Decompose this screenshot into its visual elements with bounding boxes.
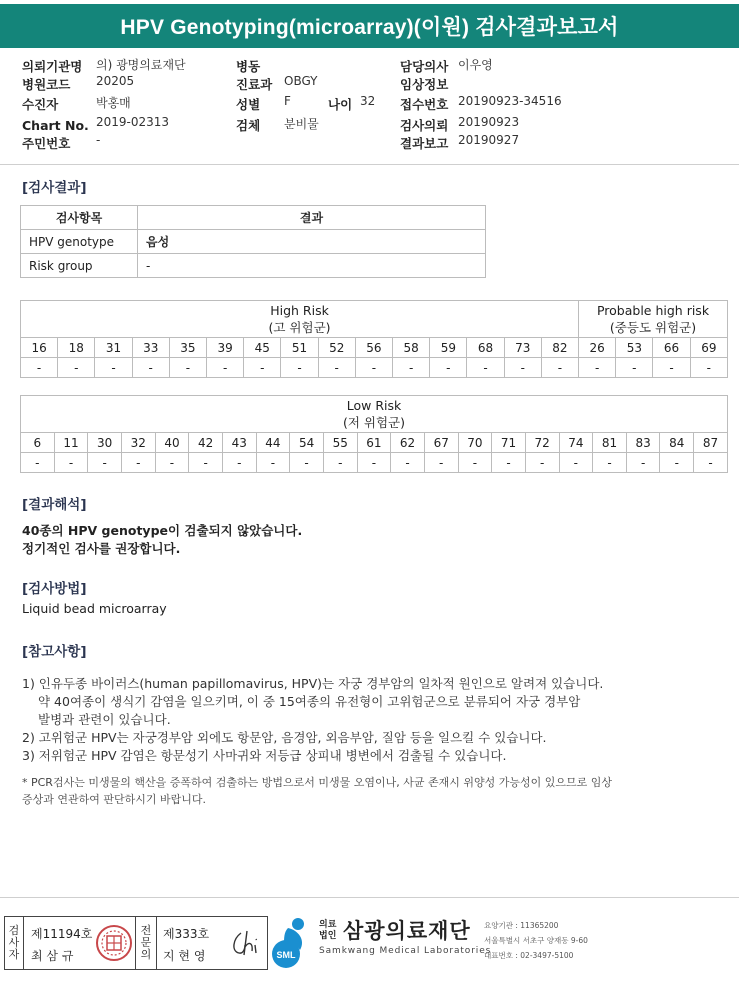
label-char: 전 [140, 924, 152, 937]
high-risk-subtitle: (고 위험군) [268, 320, 331, 335]
genotype-result: - [525, 453, 559, 473]
genotype-result: - [155, 453, 189, 473]
note-line-1: * PCR검사는 미생물의 핵산을 증폭하여 검출하는 방법으로서 미생물 오염이나, 사균 존재시 위양성 가능성이 있으므로 임상 [22, 776, 612, 789]
genotype-number: 82 [541, 338, 578, 358]
genotype-result: - [504, 358, 541, 378]
genotype-result: - [424, 453, 458, 473]
high-risk-title: High Risk [270, 303, 329, 318]
genotype-result: - [222, 453, 256, 473]
interpretation-line-2: 정기적인 검사를 권장합니다. [22, 541, 181, 556]
probable-risk-subtitle: (중등도 위험군) [609, 320, 697, 335]
label-char: 검 [8, 924, 20, 937]
low-risk-subtitle: (저 위험군) [342, 415, 406, 430]
genotype-result: - [189, 453, 223, 473]
high-risk-table [20, 300, 728, 378]
info-label: 임상정보 [400, 77, 449, 92]
genotype-result: - [690, 358, 727, 378]
genotype-number: 52 [318, 338, 355, 358]
genotype-result: - [318, 358, 355, 378]
genotype-result: - [121, 453, 155, 473]
sml-logo-icon [270, 914, 322, 970]
info-value: F [284, 94, 291, 108]
specialist-label [135, 917, 157, 969]
info-value: 20190927 [458, 133, 520, 147]
info-label: 진료과 [236, 77, 273, 92]
info-label: 성별 [236, 97, 261, 112]
reference-1-line-3: 발병과 관련이 있습니다. [38, 712, 171, 727]
info-value: 20190923 [458, 115, 520, 129]
genotype-result: - [458, 453, 492, 473]
interpretation-line-1: 40종의 HPV genotype이 검출되지 않았습니다. [22, 523, 303, 538]
genotype-number: 55 [323, 433, 357, 453]
genotype-result: - [290, 453, 324, 473]
note-line-2: 증상과 연관하여 판단하시기 바랍니다. [22, 793, 207, 806]
reference-1-line-2: 약 40여종이 생식기 감염을 일으키며, 이 중 15여종의 유전형이 고위험군으로 분류되어 자궁 경부암 [38, 694, 581, 709]
info-label: 담당의사 [400, 59, 449, 74]
info-value: OBGY [284, 74, 318, 88]
probable-risk-title: Probable high risk [596, 303, 710, 318]
genotype-result: - [492, 453, 526, 473]
genotype-result: - [207, 358, 244, 378]
genotype-number: 67 [424, 433, 458, 453]
genotype-number: 58 [393, 338, 430, 358]
org-code: 요양기관 : 11365200 [484, 921, 559, 930]
divider [0, 897, 739, 898]
genotype-number: 74 [559, 433, 593, 453]
org-name: 삼광의료재단 [343, 919, 471, 943]
genotype-result: - [244, 358, 281, 378]
high-risk-header [21, 301, 579, 338]
seal-stamp-icon [95, 924, 133, 962]
genotype-result: - [281, 358, 318, 378]
section-title-interpretation: [결과해석] [22, 497, 87, 513]
result-item: Risk group [21, 254, 138, 278]
table-row [21, 453, 728, 473]
info-label: 검체 [236, 118, 261, 133]
info-label: 결과보고 [400, 136, 449, 151]
genotype-number: 56 [355, 338, 392, 358]
label-char: 의 [140, 948, 152, 961]
low-risk-title: Low Risk [346, 398, 402, 413]
genotype-number: 44 [256, 433, 290, 453]
org-logo [270, 914, 322, 970]
report-title: HPV Genotyping(microarray)(이원) 검사결과보고서 [0, 4, 739, 48]
genotype-number: 87 [694, 433, 728, 453]
logo-text: SML [276, 950, 296, 960]
specialist-number: 제333호 [163, 927, 210, 941]
info-label: Chart No. [22, 118, 89, 133]
genotype-result: - [54, 453, 88, 473]
examiner-number: 제11194호 [31, 927, 93, 941]
genotype-result: - [391, 453, 425, 473]
info-label: 의뢰기관명 [22, 59, 83, 74]
org-phone: 대표번호 : 02-3497-5100 [484, 951, 574, 960]
genotype-number: 33 [132, 338, 169, 358]
section-title-result: [검사결과] [22, 180, 87, 196]
genotype-result: - [694, 453, 728, 473]
genotype-number: 40 [155, 433, 189, 453]
info-label: 접수번호 [400, 97, 449, 112]
genotype-number: 81 [593, 433, 627, 453]
genotype-number: 72 [525, 433, 559, 453]
divider [0, 164, 739, 165]
genotype-result: - [58, 358, 95, 378]
genotype-result: - [21, 453, 55, 473]
genotype-result: - [653, 358, 690, 378]
genotype-number: 71 [492, 433, 526, 453]
genotype-result: - [559, 453, 593, 473]
result-table [20, 205, 486, 278]
genotype-number: 68 [467, 338, 504, 358]
signature-icon [227, 927, 263, 961]
result-header-result: 결과 [138, 206, 486, 230]
info-value: 20205 [96, 74, 135, 88]
age-label: 나이 [328, 97, 353, 112]
genotype-result: - [95, 358, 132, 378]
table-row [21, 254, 486, 278]
genotype-number: 54 [290, 433, 324, 453]
patient-info [22, 54, 722, 154]
genotype-number: 32 [121, 433, 155, 453]
genotype-result: - [132, 358, 169, 378]
specialist-name: 지 현 영 [163, 949, 206, 963]
genotype-number: 6 [21, 433, 55, 453]
genotype-result: - [393, 358, 430, 378]
examiner-name: 최 삼 규 [31, 949, 74, 963]
genotype-number: 73 [504, 338, 541, 358]
org-type-line: 의료 [319, 920, 337, 930]
genotype-number: 70 [458, 433, 492, 453]
genotype-number: 35 [169, 338, 206, 358]
info-value: 의) 광명의료재단 [96, 58, 186, 72]
genotype-result: - [88, 453, 122, 473]
genotype-result: - [169, 358, 206, 378]
org-english-name: Samkwang Medical Laboratories [319, 946, 492, 956]
probable-risk-header [579, 301, 728, 338]
genotype-number: 11 [54, 433, 88, 453]
genotype-result: - [541, 358, 578, 378]
info-value: 2019-02313 [96, 115, 170, 129]
genotype-number: 18 [58, 338, 95, 358]
org-type-line: 법인 [319, 931, 337, 941]
genotype-number: 66 [653, 338, 690, 358]
genotype-number: 83 [626, 433, 660, 453]
table-row [21, 230, 486, 254]
genotype-result: - [593, 453, 627, 473]
signature-box [4, 916, 268, 970]
table-row [21, 358, 728, 378]
label-char: 문 [140, 936, 152, 949]
genotype-number: 62 [391, 433, 425, 453]
genotype-result: - [660, 453, 694, 473]
genotype-number: 59 [430, 338, 467, 358]
info-label: 수진자 [22, 97, 59, 112]
org-type [319, 920, 336, 942]
result-value: - [138, 254, 486, 278]
genotype-result: - [256, 453, 290, 473]
result-header-item: 검사항목 [21, 206, 138, 230]
org-address: 서울특별시 서초구 양재동 9-60 [484, 936, 588, 945]
genotype-result: - [430, 358, 467, 378]
table-row [21, 433, 728, 453]
genotype-number: 43 [222, 433, 256, 453]
genotype-number: 84 [660, 433, 694, 453]
info-label: 병원코드 [22, 77, 71, 92]
genotype-number: 26 [579, 338, 616, 358]
low-risk-table [20, 395, 728, 473]
info-label: 검사의뢰 [400, 118, 449, 133]
info-value: - [96, 133, 101, 147]
genotype-number: 31 [95, 338, 132, 358]
reference-1-line-1: 1) 인유두종 바이러스(human papillomavirus, HPV)는 자궁 경부암의 일차적 원인으로 알려져 있습니다. [22, 676, 604, 691]
section-title-method: [검사방법] [22, 581, 87, 597]
genotype-result: - [355, 358, 392, 378]
info-value: 박홍매 [96, 96, 131, 110]
info-value: 이우영 [458, 58, 493, 72]
label-char: 사 [8, 936, 20, 949]
genotype-number: 61 [357, 433, 391, 453]
reference-2: 2) 고위험군 HPV는 자궁경부암 외에도 항문암, 음경암, 외음부암, 질암 등을 일으킬 수 있습니다. [22, 730, 547, 745]
section-title-reference: [참고사항] [22, 644, 87, 660]
genotype-result: - [357, 453, 391, 473]
reference-3: 3) 저위험군 HPV 감염은 항문성기 사마귀와 저등급 상피내 병변에서 검출될 수 있습니다. [22, 748, 507, 763]
genotype-result: - [579, 358, 616, 378]
genotype-number: 45 [244, 338, 281, 358]
result-item: HPV genotype [21, 230, 138, 254]
age-value: 32 [360, 94, 376, 108]
table-row [21, 338, 728, 358]
genotype-result: - [467, 358, 504, 378]
genotype-number: 16 [21, 338, 58, 358]
examiner-label [5, 917, 24, 969]
genotype-number: 42 [189, 433, 223, 453]
genotype-number: 51 [281, 338, 318, 358]
genotype-number: 39 [207, 338, 244, 358]
info-value: 20190923-34516 [458, 94, 562, 108]
low-risk-header [21, 396, 728, 433]
info-label: 병동 [236, 59, 261, 74]
info-label: 주민번호 [22, 136, 71, 151]
genotype-number: 69 [690, 338, 727, 358]
genotype-result: - [626, 453, 660, 473]
genotype-result: - [616, 358, 653, 378]
genotype-number: 30 [88, 433, 122, 453]
result-value: 음성 [138, 230, 486, 254]
info-value: 분비물 [284, 117, 319, 131]
method-text: Liquid bead microarray [22, 601, 167, 616]
genotype-result: - [21, 358, 58, 378]
genotype-number: 53 [616, 338, 653, 358]
label-char: 자 [8, 948, 20, 961]
genotype-result: - [323, 453, 357, 473]
